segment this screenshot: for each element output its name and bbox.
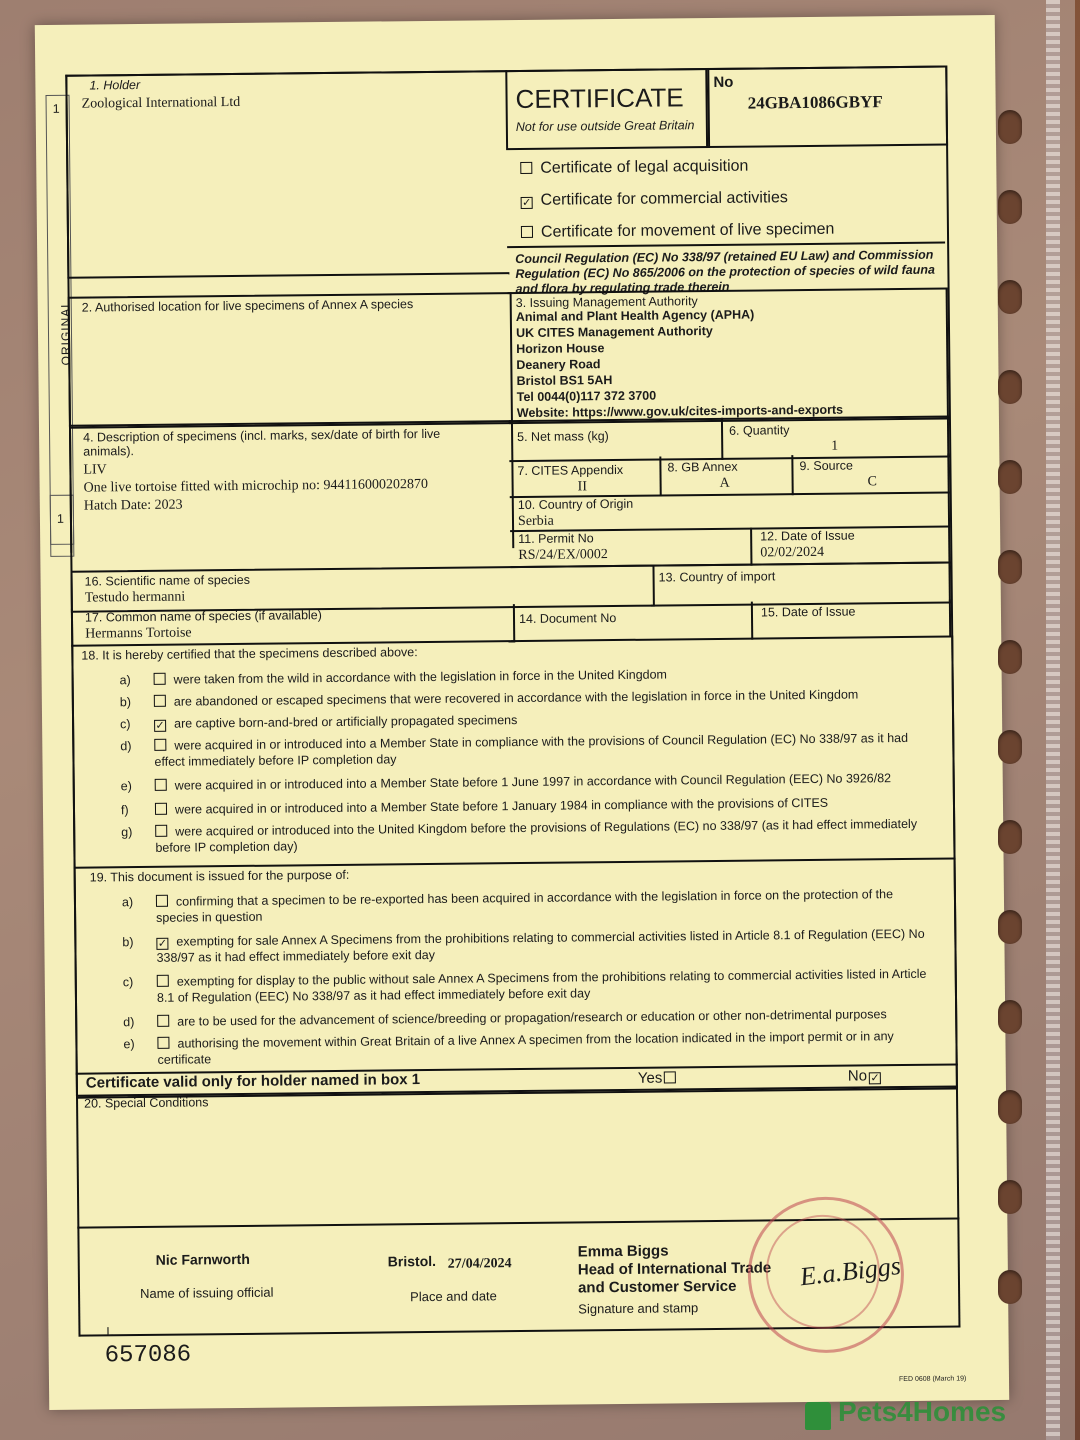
address-line-2: Deanery Road xyxy=(516,357,601,373)
box-date-issue xyxy=(750,526,950,566)
box16-label: 16. Scientific name of species xyxy=(84,572,251,589)
box8-label: 8. GB Annex xyxy=(667,459,738,475)
box17-value: Hermanns Tortoise xyxy=(85,625,192,642)
box18-item-c: c) ✓ are captive born-and-bred or artificially propagated specimens xyxy=(120,713,518,732)
box4-line-2: One live tortoise fitted with microchip no: 944116000202870 xyxy=(83,476,429,496)
address-line-3: Bristol BS1 5AH xyxy=(516,373,613,389)
official-name: Nic Farnworth xyxy=(155,1250,250,1268)
certificate-number: 24GBA1086GBYF xyxy=(747,92,883,113)
apha-line: Animal and Plant Health Agency (APHA) xyxy=(515,307,755,325)
box-holder xyxy=(65,70,509,279)
validity-text: Certificate valid only for holder named in box 1 xyxy=(85,1071,421,1092)
holder-label: 1. Holder xyxy=(89,77,141,93)
cites-certificate xyxy=(35,15,1009,1410)
pets4homes-logo-icon xyxy=(805,1402,831,1430)
box15-label: 15. Date of Issue xyxy=(760,604,856,620)
holder-value: Zoological International Ltd xyxy=(81,94,241,112)
certificate-subtitle: Not for use outside Great Britain xyxy=(515,118,695,135)
box-document-no xyxy=(511,602,753,643)
box-description xyxy=(69,420,514,553)
certificate-title: CERTIFICATE xyxy=(515,82,684,115)
box6-label: 6. Quantity xyxy=(728,423,790,438)
sleeve-perforation xyxy=(1046,0,1060,1440)
box18-item-a: a) were taken from the wild in accordance with the legislation in force in the United Kingdom xyxy=(119,667,668,688)
box18-item-b: b) are abandoned or escaped specimens that were recovered in accordance with the legislation in force in the United Kingdom xyxy=(119,687,859,710)
box16-value: Testudo hermanni xyxy=(84,589,186,606)
original-label: ORIGINAL xyxy=(58,300,74,366)
option-legal-acquisition: Certificate of legal acquisition xyxy=(520,158,748,178)
box17-label: 17. Common name of species (if available) xyxy=(84,608,322,625)
box13-label: 13. Country of import xyxy=(658,569,776,585)
signer-name: Emma Biggs xyxy=(577,1242,669,1261)
regulation-text: Council Regulation (EC) No 338/97 (retained EU Law) and Commission Regulation (EC) No 865/2006 on the protection of species of wild fauna and flora by regulating trade therein xyxy=(515,247,935,297)
box-issuing-authority xyxy=(508,288,949,425)
box10-label: 10. Country of Origin xyxy=(517,496,634,513)
box-source xyxy=(791,454,949,496)
box19-item-c: c) exempting for display to the public without sale Annex A Specimens from the prohibitions relating to commercial activities listed in Article 8.1 of Regulation (EEC) No 338/97 as it had effect immediately before exit day xyxy=(122,966,927,1005)
box18-item-d: d) were acquired in or introduced into a Member State in compliance with the provisions of Council Regulation (EC) No 338/97 as it had effect immediately before IP completion day xyxy=(120,730,909,769)
no-label: No xyxy=(713,73,734,91)
checkbox-commercial-activities: ✓ xyxy=(521,196,532,209)
box-cites-appendix xyxy=(509,457,661,499)
box18-item-f: f) were acquired in or introduced into a Member State before 1 January 1984 in compliance with the provisions of CITES xyxy=(120,795,829,818)
box10-value: Serbia xyxy=(517,513,554,530)
box3-label: 3. Issuing Management Authority xyxy=(515,294,698,311)
box19-item-e: e) authorising the movement within Great Britain of a live Annex A specimen from the location indicated in the import permit or in any certificate xyxy=(123,1029,894,1067)
box18-item-e: e) were acquired in or introduced into a Member State before 1 June 1997 in accordance with Council Regulation (EEC) No 3926/82 xyxy=(120,771,892,794)
pets4homes-watermark: Pets4Homes xyxy=(838,1396,1007,1427)
serial-tick: L xyxy=(106,1324,114,1339)
website-line: Website: https://www.gov.uk/cites-imports-and-exports xyxy=(516,402,844,421)
box2-label: 2. Authorised location for live specimens of Annex A species xyxy=(81,297,414,315)
serial-number: 657086 xyxy=(104,1341,192,1370)
signer-title: Head of International Trade and Customer Service xyxy=(577,1259,772,1297)
box7-label: 7. CITES Appendix xyxy=(517,462,624,479)
official-caption: Name of issuing official xyxy=(139,1284,274,1302)
box19-item-b: b) ✓ exempting for sale Annex A Specimens from the prohibitions relating to commercial activities listed in Article 8.1 of Regulation (EEC) No 338/97 as it had effect immediately before exit day xyxy=(122,926,925,965)
box18-item-g: g) were acquired or introduced into the United Kingdom before the provisions of Regulations (EC) no 338/97 (as it had effect immediately before IP completion day) xyxy=(121,816,918,855)
box9-value: C xyxy=(867,474,878,490)
option-movement: Certificate for movement of live specimen xyxy=(521,221,835,242)
copy-number-top: 1 xyxy=(52,101,60,116)
date: 27/04/2024 xyxy=(447,1256,512,1272)
box19-item-a: a) confirming that a specimen to be re-exported has been acquired in accordance with the legislation in force on the protection of the species in question xyxy=(121,887,894,925)
uk-cites-line: UK CITES Management Authority xyxy=(515,323,713,341)
box8-value: A xyxy=(719,475,730,491)
box11-label: 11. Permit No xyxy=(518,531,594,547)
box14-label: 14. Document No xyxy=(518,611,617,627)
box12-label: 12. Date of Issue xyxy=(760,528,855,544)
validity-no: No ✓ xyxy=(847,1067,880,1085)
option-commercial-activities: ✓ Certificate for commercial activities xyxy=(521,189,788,209)
box-gb-annex xyxy=(659,455,793,496)
box-date-issue-15 xyxy=(751,600,951,640)
box18-label: 18. It is hereby certified that the specimens described above: xyxy=(81,645,418,663)
box-authorised-location xyxy=(68,292,513,429)
box6-value: 1 xyxy=(831,438,839,454)
signature: E.a.Biggs xyxy=(798,1250,903,1292)
box12-value: 02/02/2024 xyxy=(760,544,825,561)
copy-number-bottom: 1 xyxy=(56,511,64,526)
box4-line-1: LIV xyxy=(83,462,107,478)
box19-item-d: d) are to be used for the advancement of science/breeding or propagation/research or education or other non-detrimental purposes xyxy=(123,1007,887,1030)
signature-caption: Signature and stamp xyxy=(578,1300,699,1317)
box4-line-3: Hatch Date: 2023 xyxy=(83,497,183,514)
box5-label: 5. Net mass (kg) xyxy=(517,429,609,445)
form-code: FED 0608 (March 19) xyxy=(898,1375,967,1384)
certificate-number-box xyxy=(705,66,948,149)
box4-label: 4. Description of specimens (incl. marks, sex/date of birth for live animals). xyxy=(83,426,441,459)
place: Bristol. xyxy=(387,1252,437,1270)
checkbox-movement xyxy=(521,226,533,238)
address-line-1: Horizon House xyxy=(516,341,605,357)
box9-label: 9. Source xyxy=(799,458,854,474)
place-caption: Place and date xyxy=(410,1288,497,1305)
box20-label: 20. Special Conditions xyxy=(83,1095,209,1111)
box7-value: II xyxy=(577,479,588,495)
checkbox-legal-acquisition xyxy=(520,162,532,174)
box11-value: RS/24/EX/0002 xyxy=(518,547,608,564)
certificate-title-box xyxy=(505,68,710,150)
tel-line: Tel 0044(0)117 372 3700 xyxy=(516,388,657,405)
validity-yes: Yes xyxy=(638,1069,685,1086)
box-permit-no xyxy=(510,528,752,569)
binder-holes xyxy=(998,110,1028,1350)
box19-label: 19. This document is issued for the purpose of: xyxy=(89,867,350,885)
